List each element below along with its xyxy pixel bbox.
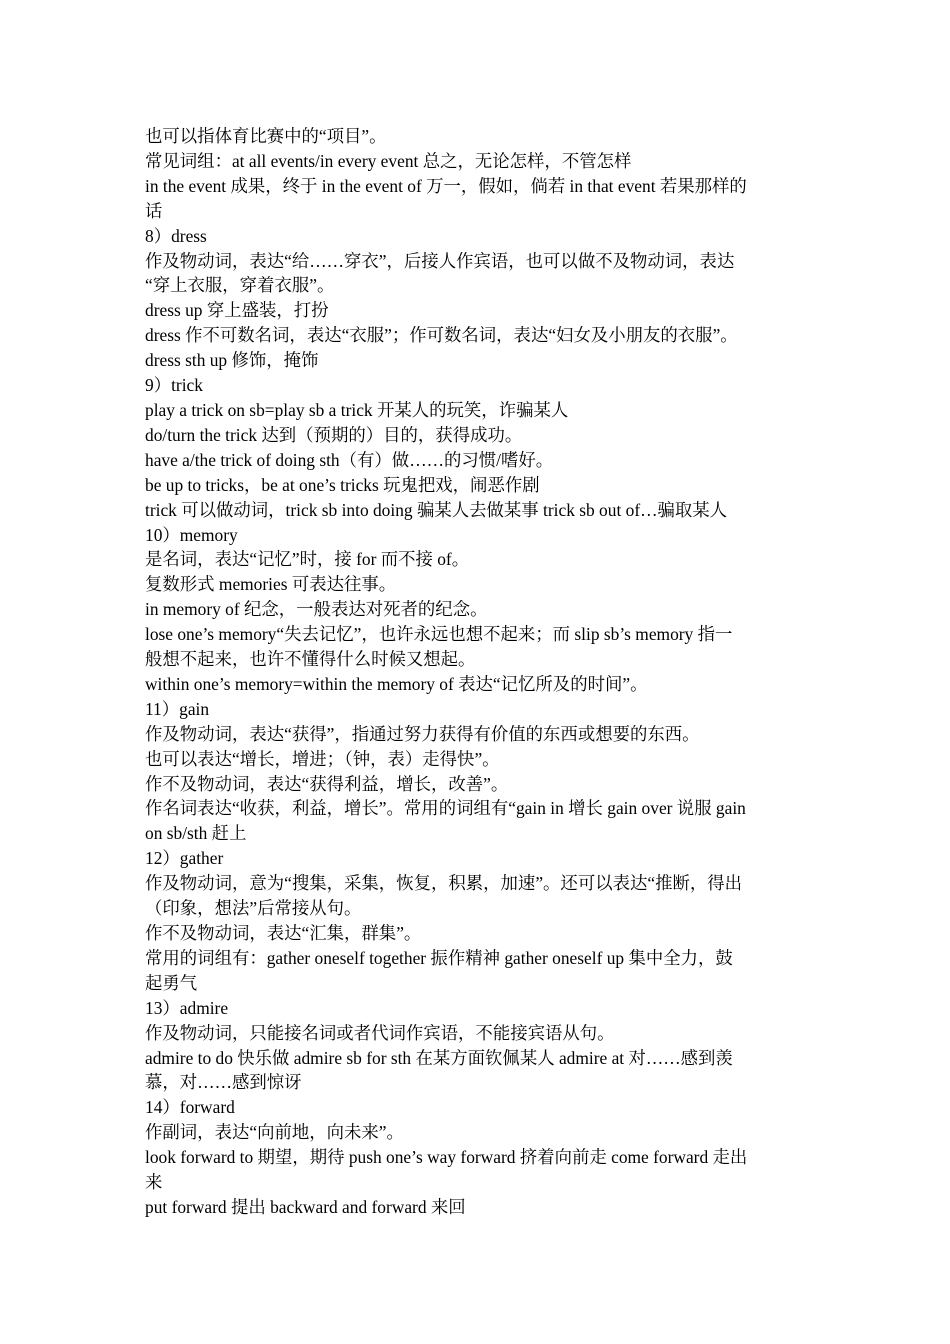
text-line: trick 可以做动词，trick sb into doing 骗某人去做某事 trick sb out of…骗取某人 bbox=[145, 499, 728, 520]
text-line: 复数形式 memories 可表达往事。 bbox=[145, 574, 397, 595]
text-line: 13）admire bbox=[145, 997, 229, 1018]
text-line: 常见词组：at all events/in every event 总之，无论怎样，不管怎样 bbox=[145, 150, 632, 171]
text-line: have a/the trick of doing sth（有）做……的习惯/嗜好。 bbox=[145, 449, 554, 470]
text-line: lose one’s memory“失去记忆”，也许永远也想不起来；而 slip sb’s memory 指一 bbox=[145, 624, 733, 645]
text-line: 作不及物动词，表达“获得利益，增长，改善”。 bbox=[145, 773, 509, 794]
text-line: 作名词表达“收获，利益，增长”。常用的词组有“gain in 增长 gain over 说服 gain bbox=[145, 798, 746, 819]
text-line: look forward to 期望，期待 push one’s way forward 挤着向前走 come forward 走出 bbox=[145, 1147, 748, 1168]
text-line: dress sth up 修饰，掩饰 bbox=[145, 350, 319, 371]
text-line: 作不及物动词，表达“汇集，群集”。 bbox=[145, 923, 422, 943]
text-line: 常用的词组有：gather oneself together 振作精神 gather oneself up 集中全力，鼓 bbox=[145, 947, 733, 968]
text-line: do/turn the trick 达到（预期的）目的，获得成功。 bbox=[145, 424, 523, 445]
text-line: 作及物动词，表达“给……穿衣”，后接人作宾语，也可以做不及物动词，表达 bbox=[145, 250, 735, 271]
text-line: 是名词，表达“记忆”时，接 for 而不接 of。 bbox=[145, 549, 470, 570]
text-line: “穿上衣服，穿着衣服”。 bbox=[145, 275, 335, 296]
text-line: admire to do 快乐做 admire sb for sth 在某方面钦佩某人 admire at 对……感到羡 bbox=[145, 1047, 733, 1068]
text-line: on sb/sth 赶上 bbox=[145, 823, 247, 844]
text-line: put forward 提出 backward and forward 来回 bbox=[145, 1196, 466, 1217]
document-page bbox=[145, 124, 813, 1220]
text-line: 作及物动词，意为“搜集，采集，恢复，积累，加速”。还可以表达“推断，得出 bbox=[145, 873, 743, 894]
text-line: dress up 穿上盛装，打扮 bbox=[145, 300, 329, 321]
text-line: 作及物动词，表达“获得”，指通过努力获得有价值的东西或想要的东西。 bbox=[145, 723, 700, 744]
text-line: be up to tricks，be at one’s tricks 玩鬼把戏，闹恶作剧 bbox=[145, 474, 540, 495]
text-line: 慕，对……感到惊讶 bbox=[145, 1072, 302, 1093]
text-line: 14）forward bbox=[145, 1097, 235, 1118]
text-line: 也可以指体育比赛中的“项目”。 bbox=[145, 126, 387, 146]
text-line: in the event 成果，终于 in the event of 万一，假如，倘若 in that event 若果那样的 bbox=[145, 175, 747, 196]
text-line: within one’s memory=within the memory of 表达“记忆所及的时间”。 bbox=[145, 673, 648, 694]
text-line: 9）trick bbox=[145, 375, 203, 396]
text-line: 8）dress bbox=[145, 225, 207, 246]
text-line: 12）gather bbox=[145, 848, 224, 869]
text-line: （印象，想法”后常接从句。 bbox=[145, 898, 362, 919]
text-line: 作及物动词，只能接名词或者代词作宾语，不能接宾语从句。 bbox=[145, 1022, 615, 1043]
text-line: 作副词，表达“向前地，向未来”。 bbox=[145, 1122, 404, 1143]
text-line: in memory of 纪念，一般表达对死者的纪念。 bbox=[145, 599, 488, 620]
text-line: 起勇气 bbox=[145, 972, 198, 993]
text-line: 也可以表达“增长，增进；（钟，表）走得快”。 bbox=[145, 748, 500, 769]
text-line: 10）memory bbox=[145, 524, 238, 545]
text-line: 般想不起来，也许不懂得什么时候又想起。 bbox=[145, 649, 476, 670]
text-line: play a trick on sb=play sb a trick 开某人的玩笑，诈骗某人 bbox=[145, 399, 569, 420]
text-line: 11）gain bbox=[145, 698, 210, 719]
text-line: 来 bbox=[145, 1172, 163, 1193]
text-line: dress 作不可数名词，表达“衣服”；作可数名词，表达“妇女及小朋友的衣服”。 bbox=[145, 325, 738, 346]
text-line: 话 bbox=[145, 200, 163, 221]
